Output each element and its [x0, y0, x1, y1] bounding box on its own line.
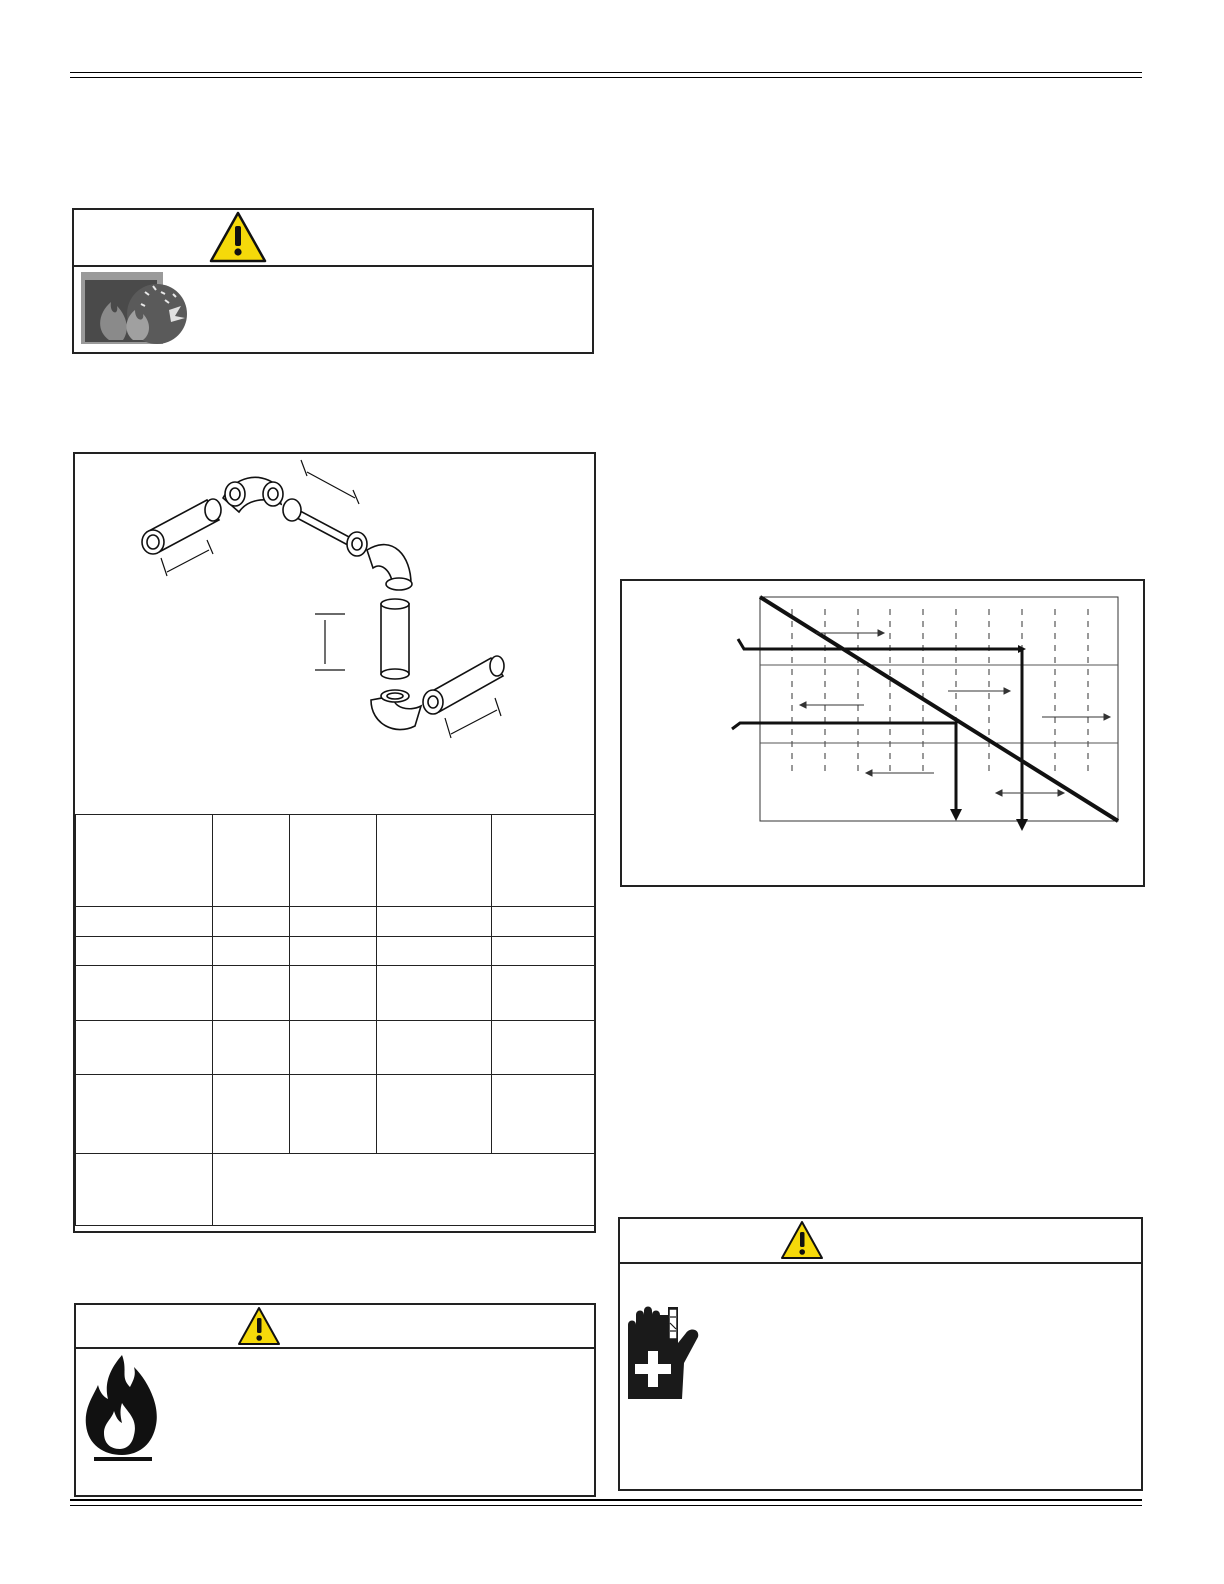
warning-box-hot-surface	[72, 208, 594, 354]
table-cell	[290, 1021, 377, 1075]
table-row	[76, 1021, 596, 1075]
flammable-flame-icon	[80, 1353, 164, 1465]
table-cell	[377, 1021, 492, 1075]
table-cell	[290, 907, 377, 937]
caution-triangle-icon	[779, 1219, 825, 1261]
vent-figure-box	[73, 452, 596, 1233]
chart-arrowhead-icon	[1004, 688, 1010, 694]
table-cell	[377, 907, 492, 937]
table-cell	[76, 1021, 213, 1075]
chart-arrowhead-icon	[866, 770, 872, 776]
chart-arrowhead-icon	[800, 702, 806, 708]
header-rule	[70, 72, 1142, 73]
chart-arrowhead-icon	[950, 809, 962, 821]
table-row	[76, 966, 596, 1021]
header-rule-secondary	[70, 77, 1142, 78]
table-row	[76, 1075, 596, 1154]
warning-box-flammable	[74, 1303, 596, 1497]
caution-triangle-icon	[208, 210, 268, 264]
spec-footer-cell	[213, 1154, 596, 1226]
table-cell	[213, 1021, 290, 1075]
chart-box	[620, 579, 1145, 887]
spec-table-footer-row	[76, 1154, 596, 1226]
spec-table-header-row	[76, 815, 596, 907]
table-cell	[290, 1075, 377, 1154]
table-cell	[492, 1075, 596, 1154]
table-cell	[492, 907, 596, 937]
chart-arrowhead-icon	[996, 790, 1002, 796]
chart-arrowhead-icon	[1058, 790, 1064, 796]
warning-header	[76, 1305, 594, 1349]
table-cell	[492, 937, 596, 966]
chart-reference-arrow	[732, 723, 956, 817]
table-cell	[492, 1021, 596, 1075]
table-row	[76, 937, 596, 966]
spec-footer-cell	[76, 1154, 213, 1226]
warning-header	[620, 1219, 1141, 1264]
warning-box-gloves	[618, 1217, 1143, 1491]
table-cell	[213, 966, 290, 1021]
spec-header-cell	[76, 815, 213, 907]
chart-arrowhead-icon	[1104, 714, 1110, 720]
chart-arrowhead-icon	[1016, 819, 1028, 831]
chart-series-line	[760, 597, 1118, 821]
footer-rule-secondary	[70, 1505, 1142, 1506]
footer-rule	[70, 1499, 1142, 1501]
chart-plot	[622, 581, 1143, 885]
table-cell	[290, 966, 377, 1021]
vent-pipe-assembly-illustration	[75, 454, 594, 814]
table-cell	[213, 937, 290, 966]
spec-header-cell	[377, 815, 492, 907]
table-cell	[213, 1075, 290, 1154]
table-cell	[76, 907, 213, 937]
spec-header-cell	[213, 815, 290, 907]
hot-surface-fire-icon	[79, 270, 189, 350]
table-cell	[76, 937, 213, 966]
table-cell	[290, 937, 377, 966]
table-row	[76, 907, 596, 937]
spec-table	[75, 814, 596, 1226]
table-cell	[377, 1075, 492, 1154]
table-cell	[377, 966, 492, 1021]
spec-header-cell	[492, 815, 596, 907]
table-cell	[213, 907, 290, 937]
warning-header	[74, 210, 592, 267]
table-cell	[492, 966, 596, 1021]
table-cell	[76, 966, 213, 1021]
table-cell	[377, 937, 492, 966]
gloves-first-aid-icon	[624, 1303, 708, 1403]
caution-triangle-icon	[236, 1305, 282, 1347]
table-cell	[76, 1075, 213, 1154]
spec-header-cell	[290, 815, 377, 907]
chart-arrowhead-icon	[878, 630, 884, 636]
